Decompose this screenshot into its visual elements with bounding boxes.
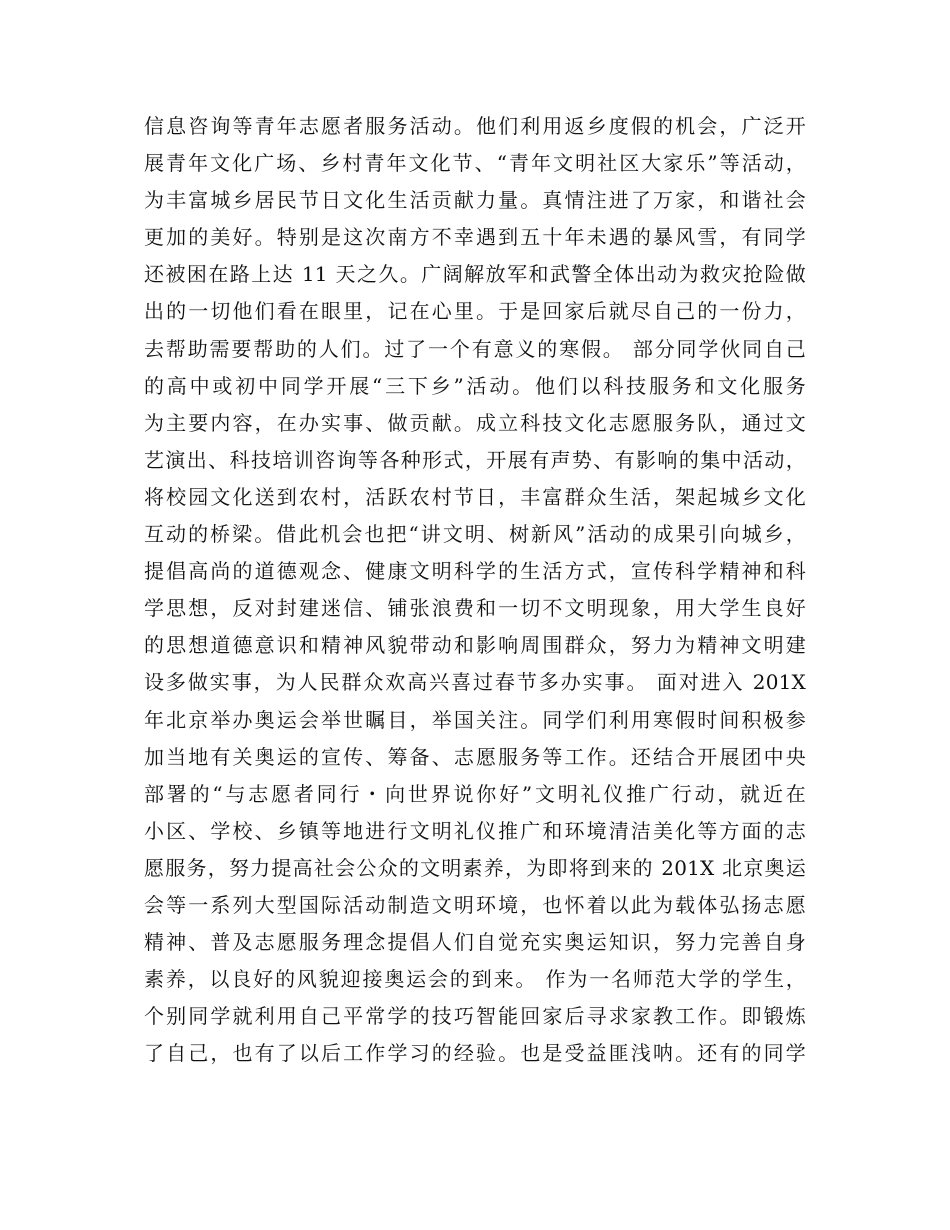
- text-line: 愿服务，努力提高社会公众的文明素养，为即将到来的 201X 北京奥运: [144, 855, 806, 880]
- text-line: 去帮助需要帮助的人们。过了一个有意义的寒假。 部分同学伙同自己: [144, 336, 806, 361]
- text-line: 互动的桥梁。借此机会也把“讲文明、树新风”活动的成果引向城乡，: [144, 522, 806, 547]
- text-line: 精神、普及志愿服务理念提倡人们自觉充实奥运知识，努力完善自身: [144, 930, 806, 955]
- text-line: 了自己，也有了以后工作学习的经验。也是受益匪浅呐。还有的同学: [144, 1041, 806, 1066]
- text-line: 的高中或初中同学开展“三下乡”活动。他们以科技服务和文化服务: [144, 373, 806, 398]
- text-line: 为主要内容，在办实事、做贡献。成立科技文化志愿服务队，通过文: [144, 410, 806, 435]
- text-line: 小区、学校、乡镇等地进行文明礼仪推广和环境清洁美化等方面的志: [144, 818, 806, 843]
- text-line: 为丰富城乡居民节日文化生活贡献力量。真情注进了万家，和谐社会: [144, 188, 806, 213]
- text-line: 的思想道德意识和精神风貌带动和影响周围群众，努力为精神文明建: [144, 633, 806, 658]
- text-line: 加当地有关奥运的宣传、筹备、志愿服务等工作。还结合开展团中央: [144, 744, 806, 769]
- text-line: 更加的美好。特别是这次南方不幸遇到五十年未遇的暴风雪，有同学: [144, 225, 806, 250]
- text-line: 设多做实事，为人民群众欢高兴喜过春节多办实事。 面对进入 201X: [144, 670, 806, 695]
- text-line: 将校园文化送到农村，活跃农村节日，丰富群众生活，架起城乡文化: [144, 484, 806, 509]
- text-line: 个别同学就利用自己平常学的技巧智能回家后寻求家教工作。即锻炼: [144, 1004, 806, 1029]
- text-line: 出的一切他们看在眼里，记在心里。于是回家后就尽自己的一份力，: [144, 299, 806, 324]
- text-line: 部署的“与志愿者同行・向世界说你好”文明礼仪推广行动，就近在: [144, 781, 806, 806]
- text-line: 还被困在路上达 11 天之久。广阔解放军和武警全体出动为救灾抢险做: [144, 262, 806, 287]
- text-line: 艺演出、科技培训咨询等各种形式，开展有声势、有影响的集中活动，: [144, 447, 806, 472]
- text-line: 学思想，反对封建迷信、铺张浪费和一切不文明现象，用大学生良好: [144, 596, 806, 621]
- text-line: 展青年文化广场、乡村青年文化节、“青年文明社区大家乐”等活动，: [144, 151, 806, 176]
- text-line: 提倡高尚的道德观念、健康文明科学的生活方式，宣传科学精神和科: [144, 559, 806, 584]
- text-line: 素养，以良好的风貌迎接奥运会的到来。 作为一名师范大学的学生，: [144, 967, 806, 992]
- text-line: 年北京举办奥运会举世瞩目，举国关注。同学们利用寒假时间积极参: [144, 707, 806, 732]
- body-text: [144, 108, 806, 1072]
- text-line: 会等一系列大型国际活动制造文明环境，也怀着以此为载体弘扬志愿: [144, 892, 806, 917]
- text-line: 信息咨询等青年志愿者服务活动。他们利用返乡度假的机会，广泛开: [144, 114, 806, 138]
